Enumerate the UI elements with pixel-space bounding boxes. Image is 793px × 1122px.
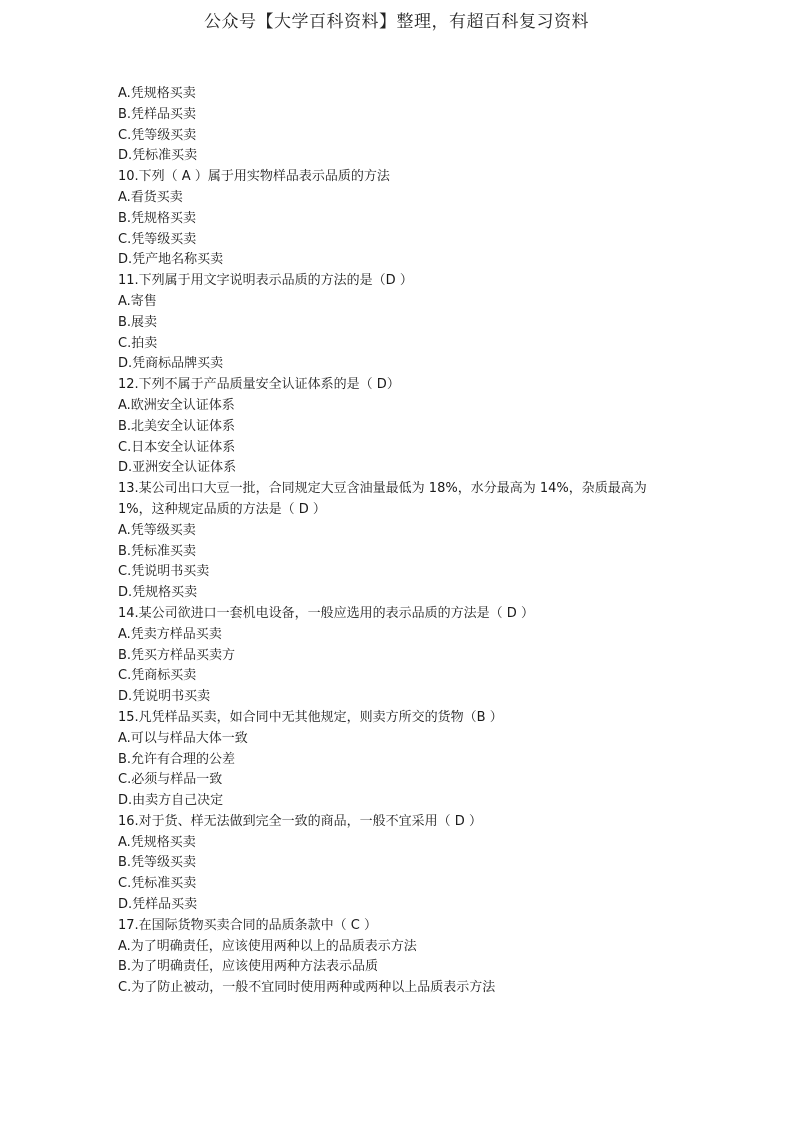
option-line: B.凭样品买卖 [118,106,197,122]
option-line: C.拍卖 [118,335,158,351]
option-line: D.亚洲安全认证体系 [118,460,237,476]
option-line: A.为了明确责任，应该使用两种以上的品质表示方法 [118,938,417,954]
option-line: A.可以与样品大体一致 [118,730,248,746]
option-line: C.日本安全认证体系 [118,439,236,455]
option-line: A.寄售 [118,293,157,309]
option-line: C.凭标准买卖 [118,876,197,892]
question-line: 14.某公司欲进口一套机电设备，一般应选用的表示品质的方法是（ D ） [118,605,534,621]
option-line: B.展卖 [118,314,158,330]
question-line: 12.下列不属于产品质量安全认证体系的是（ D） [118,377,400,393]
option-line: D.凭规格买卖 [118,585,198,601]
question-line: 16.对于货、样无法做到完全一致的商品，一般不宜采用（ D ） [118,813,482,829]
question-line-continued: 1%，这种规定品质的方法是（ D ） [118,501,326,517]
option-line: B.允许有合理的公差 [118,751,236,767]
page-header: 公众号【大学百科资料】整理，有超百科复习资料 [204,12,589,32]
option-line: D.凭标准买卖 [118,148,198,164]
option-line: C.凭等级买卖 [118,231,197,247]
option-line: B.凭规格买卖 [118,210,197,226]
option-line: D.凭商标品牌买卖 [118,356,224,372]
option-line: A.凭规格买卖 [118,834,196,850]
option-line: A.看货买卖 [118,189,183,205]
option-line: A.凭卖方样品买卖 [118,626,222,642]
option-line: B.凭标准买卖 [118,543,197,559]
question-line: 13.某公司出口大豆一批，合同规定大豆含油量最低为 18%，水分最高为 14%，杂质最高为 [118,481,647,497]
option-line: D.凭产地名称买卖 [118,252,224,268]
question-line: 11.下列属于用文字说明表示品质的方法的是（D ） [118,273,413,289]
option-line: B.凭等级买卖 [118,855,197,871]
option-line: D.凭样品买卖 [118,897,198,913]
option-line: D.凭说明书买卖 [118,689,211,705]
option-line: B.北美安全认证体系 [118,418,236,434]
option-line: C.凭说明书买卖 [118,564,210,580]
option-line: A.凭等级买卖 [118,522,196,538]
question-line: 17.在国际货物买卖合同的品质条款中（ C ） [118,917,378,933]
option-line: B.为了明确责任，应该使用两种方法表示品质 [118,959,379,975]
question-line: 15.凡凭样品买卖，如合同中无其他规定，则卖方所交的货物（B ） [118,709,503,725]
option-line: A.凭规格买卖 [118,86,196,101]
option-line: C.凭等级买卖 [118,127,197,143]
option-line: B.凭买方样品买卖方 [118,647,236,663]
option-line: C.凭商标买卖 [118,668,197,684]
option-line: A.欧洲安全认证体系 [118,397,235,413]
option-line: D.由卖方自己决定 [118,793,224,809]
question-line: 10.下列（ A ）属于用实物样品表示品质的方法 [118,169,390,185]
document-body [118,84,688,999]
option-line: C.必须与样品一致 [118,772,223,788]
option-line: C.为了防止被动，一般不宜同时使用两种或两种以上品质表示方法 [118,980,496,996]
